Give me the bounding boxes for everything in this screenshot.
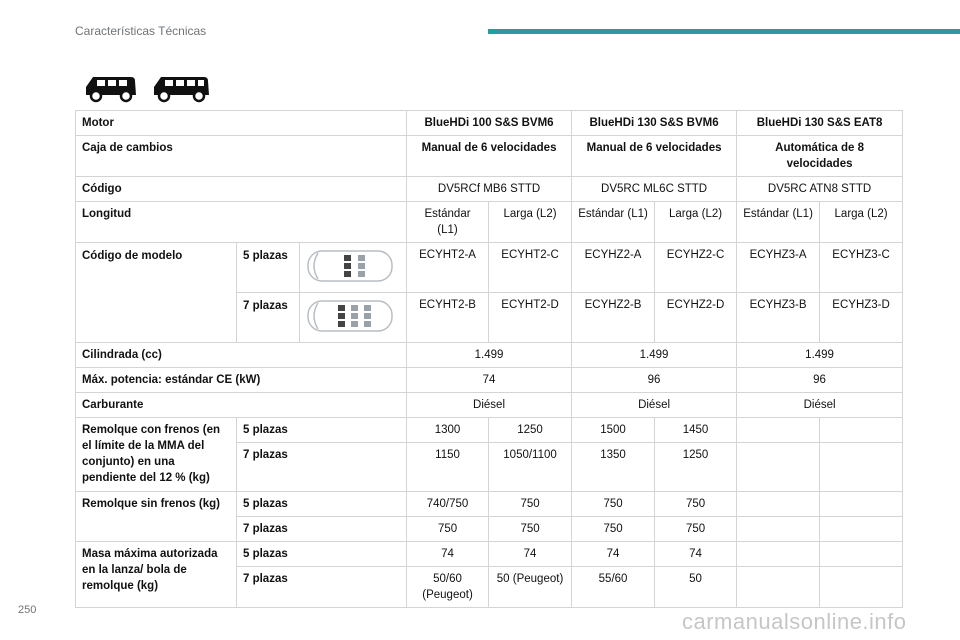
braked-7-empty-1 (737, 443, 820, 492)
model-code-5-3: ECYHZ2-A (572, 243, 655, 293)
braked-5-3: 1500 (572, 418, 655, 443)
braked-seats-7: 7 plazas (237, 443, 407, 492)
model-code-5-2: ECYHT2-C (489, 243, 572, 293)
label-braked-trailer: Remolque con frenos (en el límite de la MMA del conjunto) en una pendiente del 12 % (kg) (76, 418, 237, 492)
displacement-3: 1.499 (737, 343, 903, 368)
towball-7-empty-2 (820, 567, 903, 608)
towball-7-2: 50 (Peugeot) (489, 567, 572, 608)
towball-seats-7: 7 plazas (237, 567, 407, 608)
braked-5-4: 1450 (655, 418, 737, 443)
gearbox-2: Manual de 6 velocidades (572, 136, 737, 177)
model-code-7-2: ECYHT2-D (489, 293, 572, 343)
length-2: Larga (L2) (489, 202, 572, 243)
model-code-5-6: ECYHZ3-C (820, 243, 903, 293)
unbraked-5-empty-2 (820, 492, 903, 517)
label-length: Longitud (76, 202, 407, 243)
row-length (76, 202, 903, 243)
braked-5-2: 1250 (489, 418, 572, 443)
seat-layout-5-icon (304, 245, 396, 285)
towball-7-3: 55/60 (572, 567, 655, 608)
code-3: DV5RC ATN8 STTD (737, 177, 903, 202)
engine-1: BlueHDi 100 S&S BVM6 (407, 111, 572, 136)
fuel-3: Diésel (737, 393, 903, 418)
label-model-code: Código de modelo (76, 243, 237, 343)
model-code-5-1: ECYHT2-A (407, 243, 489, 293)
model-code-7-1: ECYHT2-B (407, 293, 489, 343)
unbraked-seats-7: 7 plazas (237, 517, 407, 542)
displacement-2: 1.499 (572, 343, 737, 368)
row-motor (76, 111, 903, 136)
seat-layout-7-icon (304, 295, 396, 335)
label-fuel: Carburante (76, 393, 407, 418)
label-gearbox: Caja de cambios (76, 136, 407, 177)
code-2: DV5RC ML6C STTD (572, 177, 737, 202)
seats-5-label: 5 plazas (237, 243, 300, 293)
model-code-7-6: ECYHZ3-D (820, 293, 903, 343)
header-accent-bar (488, 29, 960, 34)
label-power: Máx. potencia: estándar CE (kW) (76, 368, 407, 393)
seat-layout-7 (300, 293, 407, 343)
braked-7-3: 1350 (572, 443, 655, 492)
unbraked-7-3: 750 (572, 517, 655, 542)
displacement-1: 1.499 (407, 343, 572, 368)
braked-seats-5: 5 plazas (237, 418, 407, 443)
unbraked-7-1: 750 (407, 517, 489, 542)
label-unbraked-trailer: Remolque sin frenos (kg) (76, 492, 237, 542)
length-6: Larga (L2) (820, 202, 903, 243)
model-code-5-5: ECYHZ3-A (737, 243, 820, 293)
braked-5-empty-2 (820, 418, 903, 443)
towball-seats-5: 5 plazas (237, 542, 407, 567)
row-braked-5 (76, 418, 903, 443)
van-short-icon (83, 73, 139, 103)
label-displacement: Cilindrada (cc) (76, 343, 407, 368)
page-number: 250 (18, 604, 37, 616)
model-code-7-3: ECYHZ2-B (572, 293, 655, 343)
towball-5-empty-1 (737, 542, 820, 567)
unbraked-7-empty-1 (737, 517, 820, 542)
towball-7-4: 50 (655, 567, 737, 608)
towball-5-4: 74 (655, 542, 737, 567)
towball-5-empty-2 (820, 542, 903, 567)
page-header-title: Características Técnicas (75, 24, 207, 38)
label-towball: Masa máxima autorizada en la lanza/ bola de remolque (kg) (76, 542, 237, 608)
power-2: 96 (572, 368, 737, 393)
row-unbraked-5 (76, 492, 903, 517)
unbraked-5-empty-1 (737, 492, 820, 517)
label-code: Código (76, 177, 407, 202)
gearbox-3: Automática de 8 velocidades (737, 136, 903, 177)
unbraked-seats-5: 5 plazas (237, 492, 407, 517)
row-power (76, 368, 903, 393)
engine-2: BlueHDi 130 S&S BVM6 (572, 111, 737, 136)
row-fuel (76, 393, 903, 418)
specifications-table (75, 110, 903, 608)
row-displacement (76, 343, 903, 368)
braked-7-empty-2 (820, 443, 903, 492)
model-code-5-4: ECYHZ2-C (655, 243, 737, 293)
van-long-icon (151, 73, 211, 103)
unbraked-7-empty-2 (820, 517, 903, 542)
towball-5-1: 74 (407, 542, 489, 567)
length-1: Estándar (L1) (407, 202, 489, 243)
braked-5-empty-1 (737, 418, 820, 443)
unbraked-7-2: 750 (489, 517, 572, 542)
label-motor: Motor (76, 111, 407, 136)
unbraked-5-3: 750 (572, 492, 655, 517)
length-4: Larga (L2) (655, 202, 737, 243)
row-code (76, 177, 903, 202)
watermark: carmanualsonline.info (682, 609, 907, 634)
row-towball-5 (76, 542, 903, 567)
braked-5-1: 1300 (407, 418, 489, 443)
towball-5-3: 74 (572, 542, 655, 567)
braked-7-1: 1150 (407, 443, 489, 492)
power-1: 74 (407, 368, 572, 393)
unbraked-7-4: 750 (655, 517, 737, 542)
length-3: Estándar (L1) (572, 202, 655, 243)
row-model-code-5 (76, 243, 903, 293)
model-code-7-5: ECYHZ3-B (737, 293, 820, 343)
model-code-7-4: ECYHZ2-D (655, 293, 737, 343)
gearbox-1: Manual de 6 velocidades (407, 136, 572, 177)
unbraked-5-2: 750 (489, 492, 572, 517)
fuel-2: Diésel (572, 393, 737, 418)
fuel-1: Diésel (407, 393, 572, 418)
vehicle-icons (83, 73, 223, 103)
seat-layout-5 (300, 243, 407, 293)
towball-7-1: 50/60 (Peugeot) (407, 567, 489, 608)
towball-7-empty-1 (737, 567, 820, 608)
braked-7-2: 1050/1100 (489, 443, 572, 492)
unbraked-5-4: 750 (655, 492, 737, 517)
code-1: DV5RCf MB6 STTD (407, 177, 572, 202)
length-5: Estándar (L1) (737, 202, 820, 243)
power-3: 96 (737, 368, 903, 393)
braked-7-4: 1250 (655, 443, 737, 492)
seats-7-label: 7 plazas (237, 293, 300, 343)
engine-3: BlueHDi 130 S&S EAT8 (737, 111, 903, 136)
towball-5-2: 74 (489, 542, 572, 567)
unbraked-5-1: 740/750 (407, 492, 489, 517)
row-gearbox (76, 136, 903, 177)
